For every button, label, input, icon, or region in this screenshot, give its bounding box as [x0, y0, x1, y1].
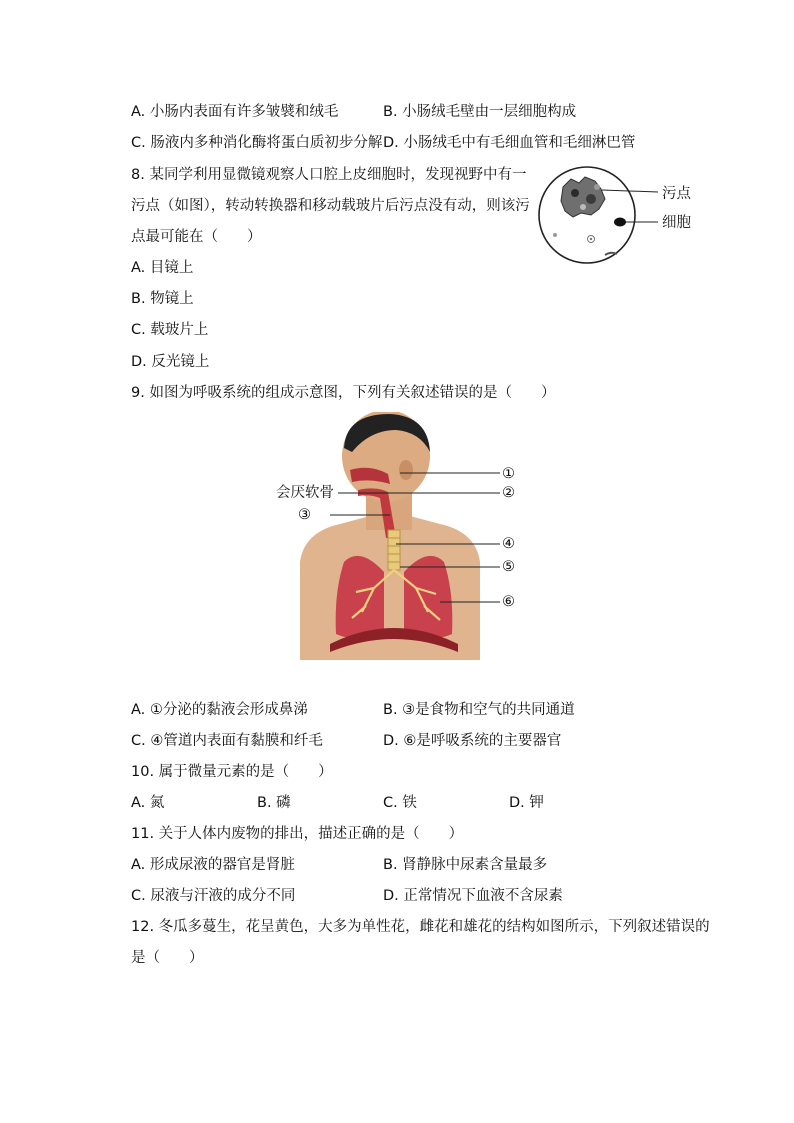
microscope-leader-lines: [600, 180, 660, 230]
q11-option-a: A. 形成尿液的器官是肾脏: [131, 857, 295, 873]
q8-option-a: A. 目镜上: [131, 260, 194, 276]
q8-stem-line2: 污点（如图），转动转换器和移动载玻片后污点没有动，则该污: [131, 198, 530, 214]
q8-option-b: B. 物镜上: [131, 291, 194, 307]
q10-option-d: D. 钾: [509, 795, 544, 811]
q10-stem: 10. 属于微量元素的是（ ）: [131, 764, 333, 780]
q8-stem-line3: 点最可能在（ ）: [131, 229, 262, 245]
q8-stem-line1: 8. 某同学利用显微镜观察人口腔上皮细胞时，发现视野中有一: [131, 167, 527, 183]
q9-option-c: C. ④管道内表面有黏膜和纤毛: [131, 733, 323, 749]
q10-option-b: B. 磷: [257, 795, 291, 811]
respiratory-leader-lines: [330, 465, 500, 610]
fig-label-2: ②: [502, 485, 515, 501]
q9-option-a: A. ①分泌的黏液会形成鼻涕: [131, 702, 308, 718]
fig-label-3: ③: [298, 507, 311, 523]
fig-label-1: ①: [502, 466, 515, 482]
q8-option-c: C. 载玻片上: [131, 322, 209, 338]
q9-option-d: D. ⑥是呼吸系统的主要器官: [383, 733, 562, 749]
q7-option-b: B. 小肠绒毛壁由一层细胞构成: [383, 104, 577, 120]
q7-option-d: D. 小肠绒毛中有毛细血管和毛细淋巴管: [383, 135, 636, 151]
q11-option-b: B. 肾静脉中尿素含量最多: [383, 857, 548, 873]
q11-stem: 11. 关于人体内废物的排出，描述正确的是（ ）: [131, 826, 464, 842]
q7-option-c: C. 肠液内多种消化酶将蛋白质初步分解: [131, 135, 383, 151]
q10-option-c: C. 铁: [383, 795, 417, 811]
q9-option-b: B. ③是食物和空气的共同通道: [383, 702, 575, 718]
fig-label-epiglottis: 会厌软骨: [276, 485, 334, 501]
q8-option-d: D. 反光镜上: [131, 354, 210, 370]
fig-label-cell: 细胞: [662, 215, 691, 231]
fig-label-spot: 污点: [662, 186, 691, 202]
q7-option-a: A. 小肠内表面有许多皱襞和绒毛: [131, 104, 339, 120]
fig-label-6: ⑥: [502, 594, 515, 610]
q12-stem-line2: 是（ ）: [131, 950, 204, 966]
q11-option-c: C. 尿液与汗液的成分不同: [131, 888, 296, 904]
fig-label-5: ⑤: [502, 559, 515, 575]
q10-option-a: A. 氮: [131, 795, 165, 811]
q9-stem: 9. 如图为呼吸系统的组成示意图，下列有关叙述错误的是（ ）: [131, 385, 556, 401]
fig-label-4: ④: [502, 536, 515, 552]
q12-stem-line1: 12. 冬瓜多蔓生，花呈黄色，大多为单性花，雌花和雄花的结构如图所示，下列叙述错误的: [131, 919, 710, 935]
q11-option-d: D. 正常情况下血液不含尿素: [383, 888, 563, 904]
